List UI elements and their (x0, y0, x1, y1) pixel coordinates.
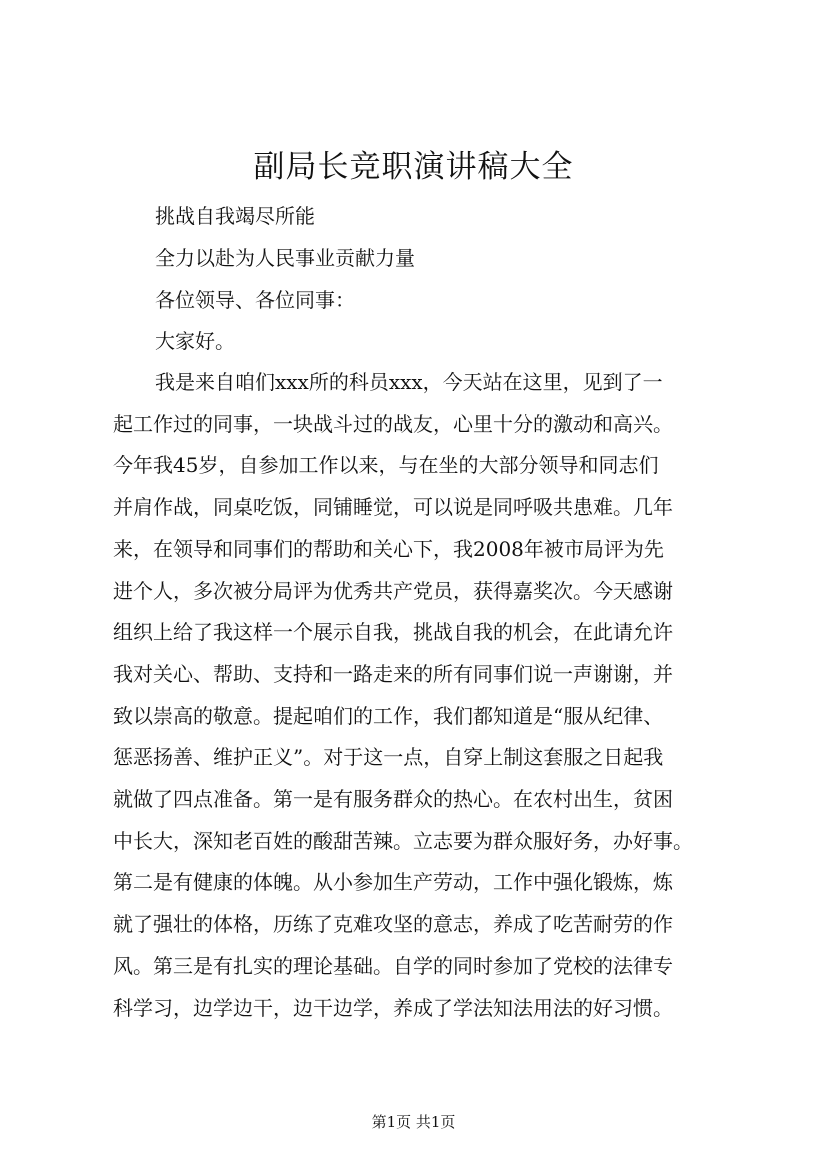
body-line: 我是来自咱们xxx所的科员xxx，今天站在这里，见到了一 (155, 370, 663, 394)
body-line: 就了强壮的体格，历练了克难攻坚的意志，养成了吃苦耐劳的作 (113, 912, 673, 937)
page-footer: 第1页 共1页 (371, 1113, 456, 1131)
greeting: 大家好。 (155, 329, 235, 353)
body-line: 致以崇高的敬意。提起咱们的工作，我们都知道是“服从纪律、 (113, 703, 664, 728)
subtitle-line-1: 挑战自我竭尽所能 (155, 204, 315, 228)
subtitle-line-2: 全力以赴为人民事业贡献力量 (155, 246, 415, 270)
body-line: 就做了四点准备。第一是有服务群众的热心。在农村出生，贫困 (113, 787, 673, 812)
document-title: 副局长竞职演讲稿大全 (253, 149, 574, 185)
body-line: 惩恶扬善、维护正义”。对于这一点，自穿上制这套服之日起我 (113, 745, 664, 770)
body-line: 起工作过的同事，一块战斗过的战友，心里十分的激动和高兴。 (113, 411, 673, 436)
body-paragraph (113, 362, 717, 1029)
body-line: 来，在领导和同事们的帮助和关心下，我2008年被市局评为先 (113, 536, 664, 561)
body-line: 中长大，深知老百姓的酸甜苦辣。立志要为群众服好务，办好事。 (113, 828, 693, 853)
body-line: 科学习，边学边干，边干边学，养成了学法知法用法的好习惯。 (113, 995, 673, 1020)
body-line: 组织上给了我这样一个展示自我，挑战自我的机会，在此请允许 (113, 620, 673, 645)
body-line: 第二是有健康的体魄。从小参加生产劳动，工作中强化锻炼，炼 (113, 870, 673, 895)
body-line: 我对关心、帮助、支持和一路走来的所有同事们说一声谢谢，并 (113, 661, 673, 686)
body-line: 风。第三是有扎实的理论基础。自学的同时参加了党校的法律专 (113, 953, 673, 978)
salutation: 各位领导、各位同事： (155, 288, 355, 312)
body-line: 今年我45岁，自参加工作以来，与在坐的大部分领导和同志们 (113, 453, 659, 478)
body-line: 并肩作战，同桌吃饭，同铺睡觉，可以说是同呼吸共患难。几年 (113, 495, 673, 520)
body-line: 进个人，多次被分局评为优秀共产党员，获得嘉奖次。今天感谢 (113, 578, 673, 603)
